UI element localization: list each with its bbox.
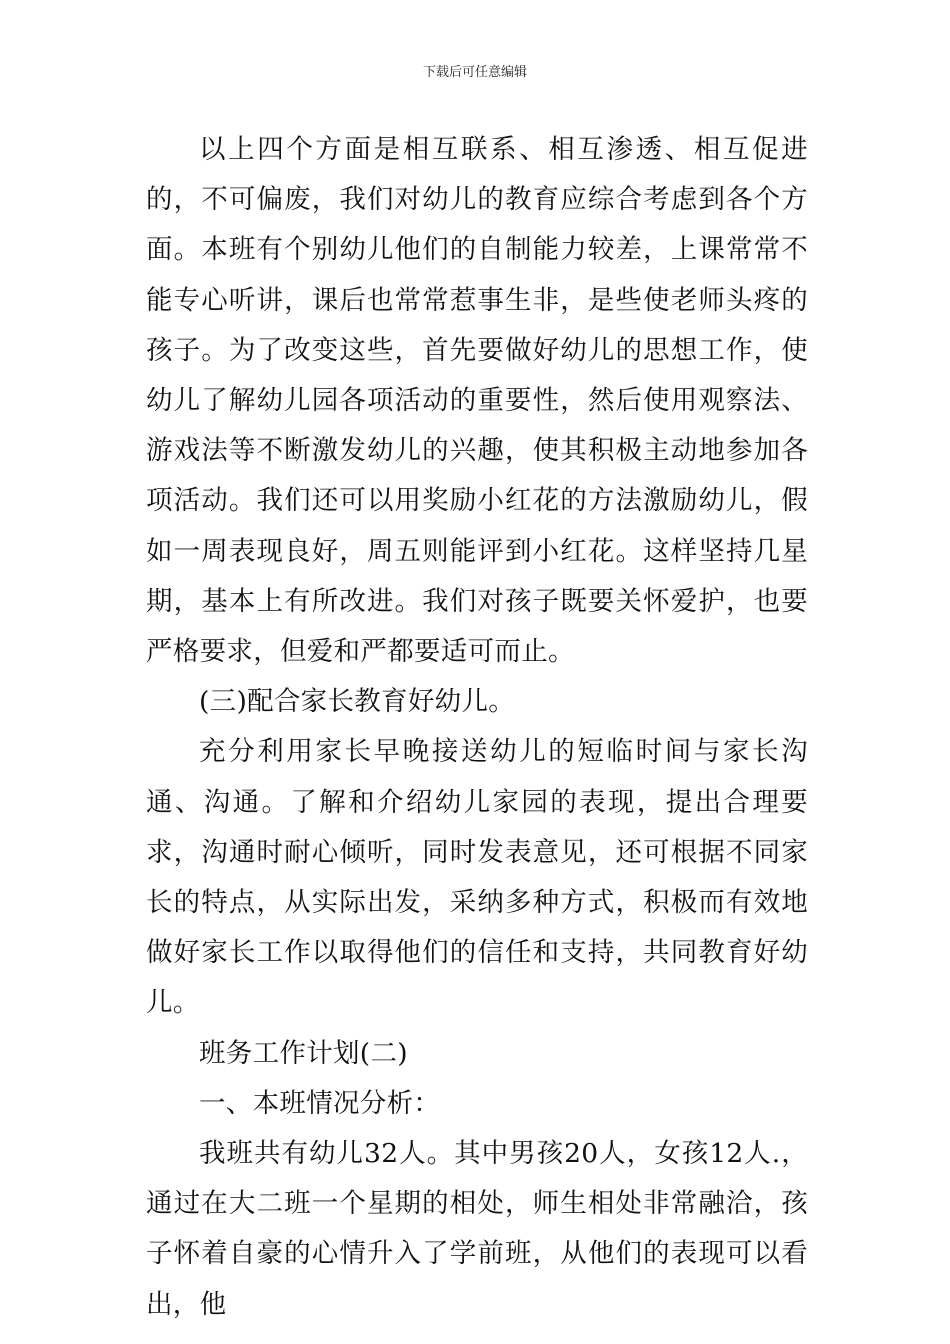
paragraph-4: 我班共有幼儿32人。其中男孩20人，女孩12人.，通过在大二班一个星期的相处，师生相处非常融洽，孩子怀着自豪的心情升入了学前班，从他们的表现可以看出，他 bbox=[146, 1138, 808, 1320]
section-heading: 班务工作计划(二) bbox=[199, 1037, 408, 1069]
page-header: 下载后可任意编辑 bbox=[422, 65, 527, 80]
paragraph-2: (三)配合家长教育好幼儿。 bbox=[199, 686, 516, 718]
document-body bbox=[146, 125, 808, 1330]
paragraph-3: 充分利用家长早晚接送幼儿的短临时间与家长沟通、沟通。了解和介绍幼儿家园的表现，提出合理要求，沟通时耐心倾听，同时发表意见，还可根据不同家长的特点，从实际出发，采纳多种方式，积极而有效地做好家长工作以取得他们的信任和支持，共同教育好幼儿。 bbox=[146, 736, 808, 1019]
paragraph-1: 以上四个方面是相互联系、相互渗透、相互促进的，不可偏废，我们对幼儿的教育应综合考虑到各个方面。本班有个别幼儿他们的自制能力较差，上课常常不能专心听讲，课后也常常惹事生非，是些使老师头疼的孩子。为了改变这些，首先要做好幼儿的思想工作，使幼儿了解幼儿园各项活动的重要性，然后使用观察法、游戏法等不断激发幼儿的兴趣，使其积极主动地参加各项活动。我们还可以用奖励小红花的方法激励幼儿，假如一周表现良好，周五则能评到小红花。这样坚持几星期，基本上有所改进。我们对孩子既要关怀爱护，也要严格要求，但爱和严都要适可而止。 bbox=[146, 134, 808, 668]
subsection-heading: 一、本班情况分析： bbox=[199, 1087, 441, 1119]
